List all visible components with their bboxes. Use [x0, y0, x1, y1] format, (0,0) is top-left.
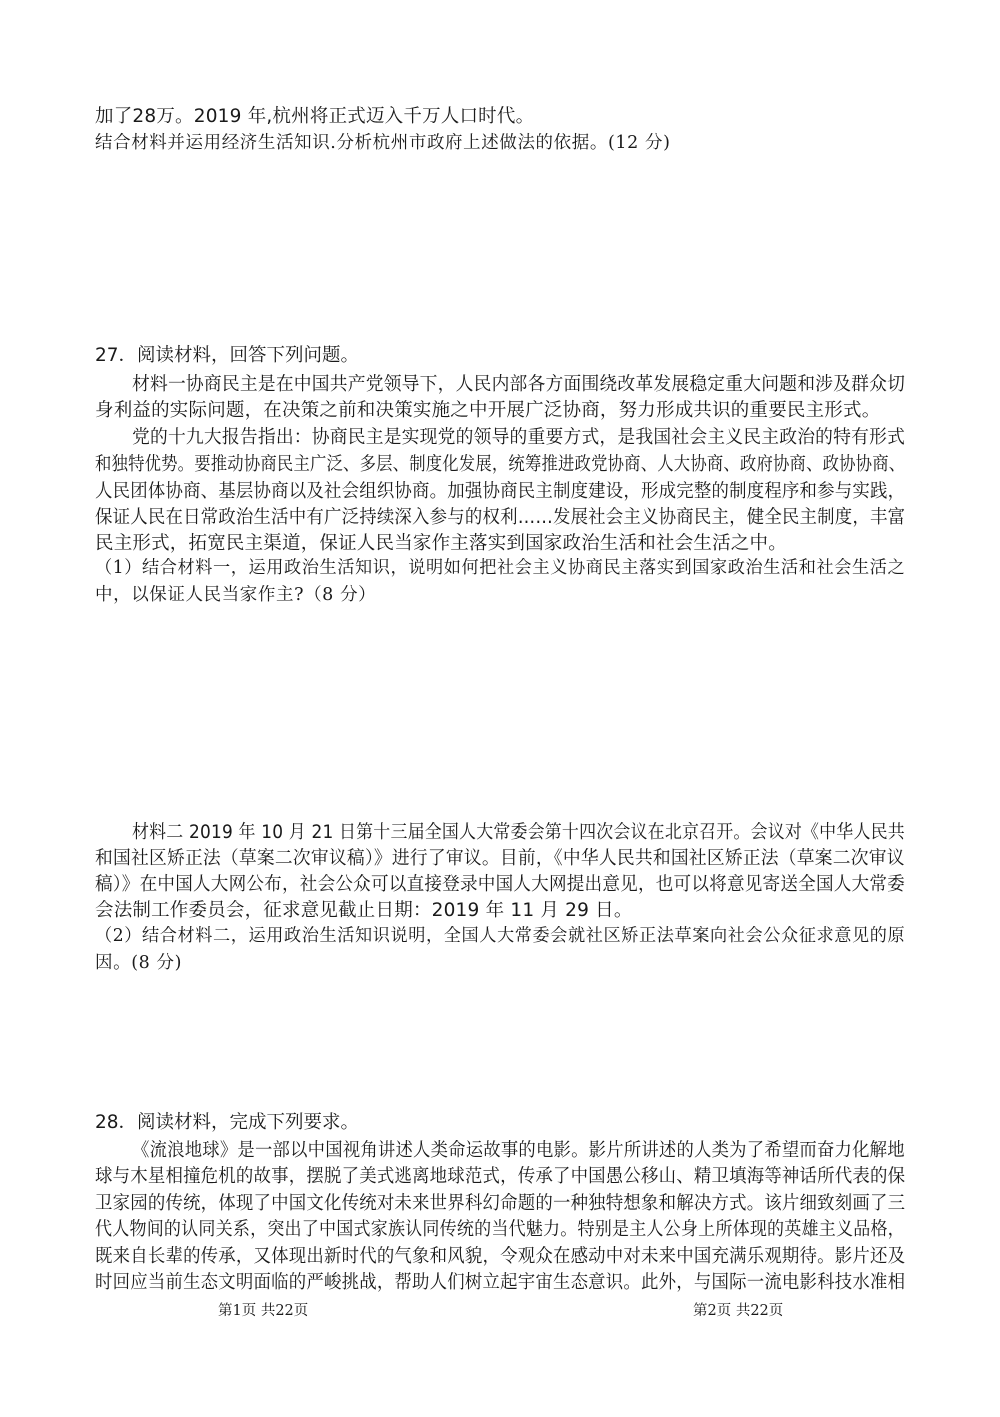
- page-number-left: 第1页 共22页: [218, 1303, 309, 1319]
- q28-header: 28．阅读材料，完成下列要求。: [95, 1112, 360, 1133]
- q27-material1-line: 和独特优势。要推动协商民主广泛、多层、制度化发展，统筹推进政党协商、人大协商、政府协商、政协协商、: [95, 454, 906, 475]
- q27-question2-line: 因。(8 分): [95, 953, 183, 973]
- q27-question1-line: 中，以保证人民当家作主?（8 分）: [95, 585, 377, 605]
- q26-question: 结合材料并运用经济生活知识.分析杭州市政府上述做法的依据。(12 分): [95, 133, 671, 153]
- page-number-right: 第2页 共22页: [693, 1303, 784, 1319]
- q28-material-line: 代人物间的认同关系，突出了中国式家族认同传统的当代魅力。特别是主人公身上所体现的英雄主义品格，: [95, 1219, 905, 1240]
- q27-material2-line: 会法制工作委员会，征求意见截止日期：2019 年 11 月 29 日。: [95, 900, 633, 921]
- q26-material-tail: 加了28万。2019 年,杭州将正式迈入千万人口时代。: [95, 106, 535, 127]
- q27-material1-line: 民主形式，拓宽民主渠道，保证人民当家作主落实到国家政治生活和社会生活之中。: [95, 533, 787, 554]
- q28-material-line: 球与木星相撞危机的故事，摆脱了美式逃离地球范式，传承了中国愚公移山、精卫填海等神话所代表的保: [95, 1166, 906, 1187]
- q28-material-line: 卫家园的传统，体现了中国文化传统对未来世界科幻命题的一种独特想象和解决方式。该片细致刻画了三: [95, 1193, 906, 1214]
- q28-material-line: 时回应当前生态文明面临的严峻挑战，帮助人们树立起宇宙生态意识。此外，与国际一流电影科技水准相: [95, 1272, 906, 1293]
- q27-material2-line: 材料二 2019 年 10 月 21 日第十三届全国人大常委会第十四次会议在北京召开。会议对《中华人民共: [132, 822, 905, 843]
- q27-material2-line: 和国社区矫正法（草案二次审议稿）》进行了审议。目前，《中华人民共和国社区矫正法（草案二次审议: [95, 848, 905, 869]
- q27-material2-line: 稿）》在中国人大网公布，社会公众可以直接登录中国人大网提出意见，也可以将意见寄送全国人大常委: [95, 874, 905, 895]
- q27-question1-line: （1）结合材料一，运用政治生活知识，说明如何把社会主义协商民主落实到国家政治生活和社会生活之: [95, 558, 906, 578]
- q27-material1-line: 党的十九大报告指出：协商民主是实现党的领导的重要方式，是我国社会主义民主政治的特有形式: [132, 427, 906, 448]
- q27-material1-line: 身利益的实际问题，在决策之前和决策实施之中开展广泛协商，努力形成共识的重要民主形式。: [95, 400, 881, 421]
- q27-header: 27．阅读材料，回答下列问题。: [95, 345, 360, 366]
- q28-material-line: 《流浪地球》是一部以中国视角讲述人类命运故事的电影。影片所讲述的人类为了希望而奋力化解地: [132, 1140, 905, 1161]
- q27-question2-line: （2）结合材料二，运用政治生活知识说明，全国人大常委会就社区矫正法草案向社会公众征求意见的原: [95, 926, 906, 946]
- q27-material1-line: 保证人民在日常政治生活中有广泛持续深入参与的权利……发展社会主义协商民主，健全民主制度，丰富: [95, 507, 906, 528]
- q27-material1-line: 人民团体协商、基层协商以及社会组织协商。加强协商民主制度建设，形成完整的制度程序和参与实践，: [95, 481, 906, 502]
- q28-material-line: 既来自长辈的传承，又体现出新时代的气象和风貌，令观众在感动中对未来中国充满乐观期待。影片还及: [95, 1246, 906, 1267]
- q27-material1-line: 材料一协商民主是在中国共产党领导下，人民内部各方面围绕改革发展稳定重大问题和涉及群众切: [132, 374, 906, 395]
